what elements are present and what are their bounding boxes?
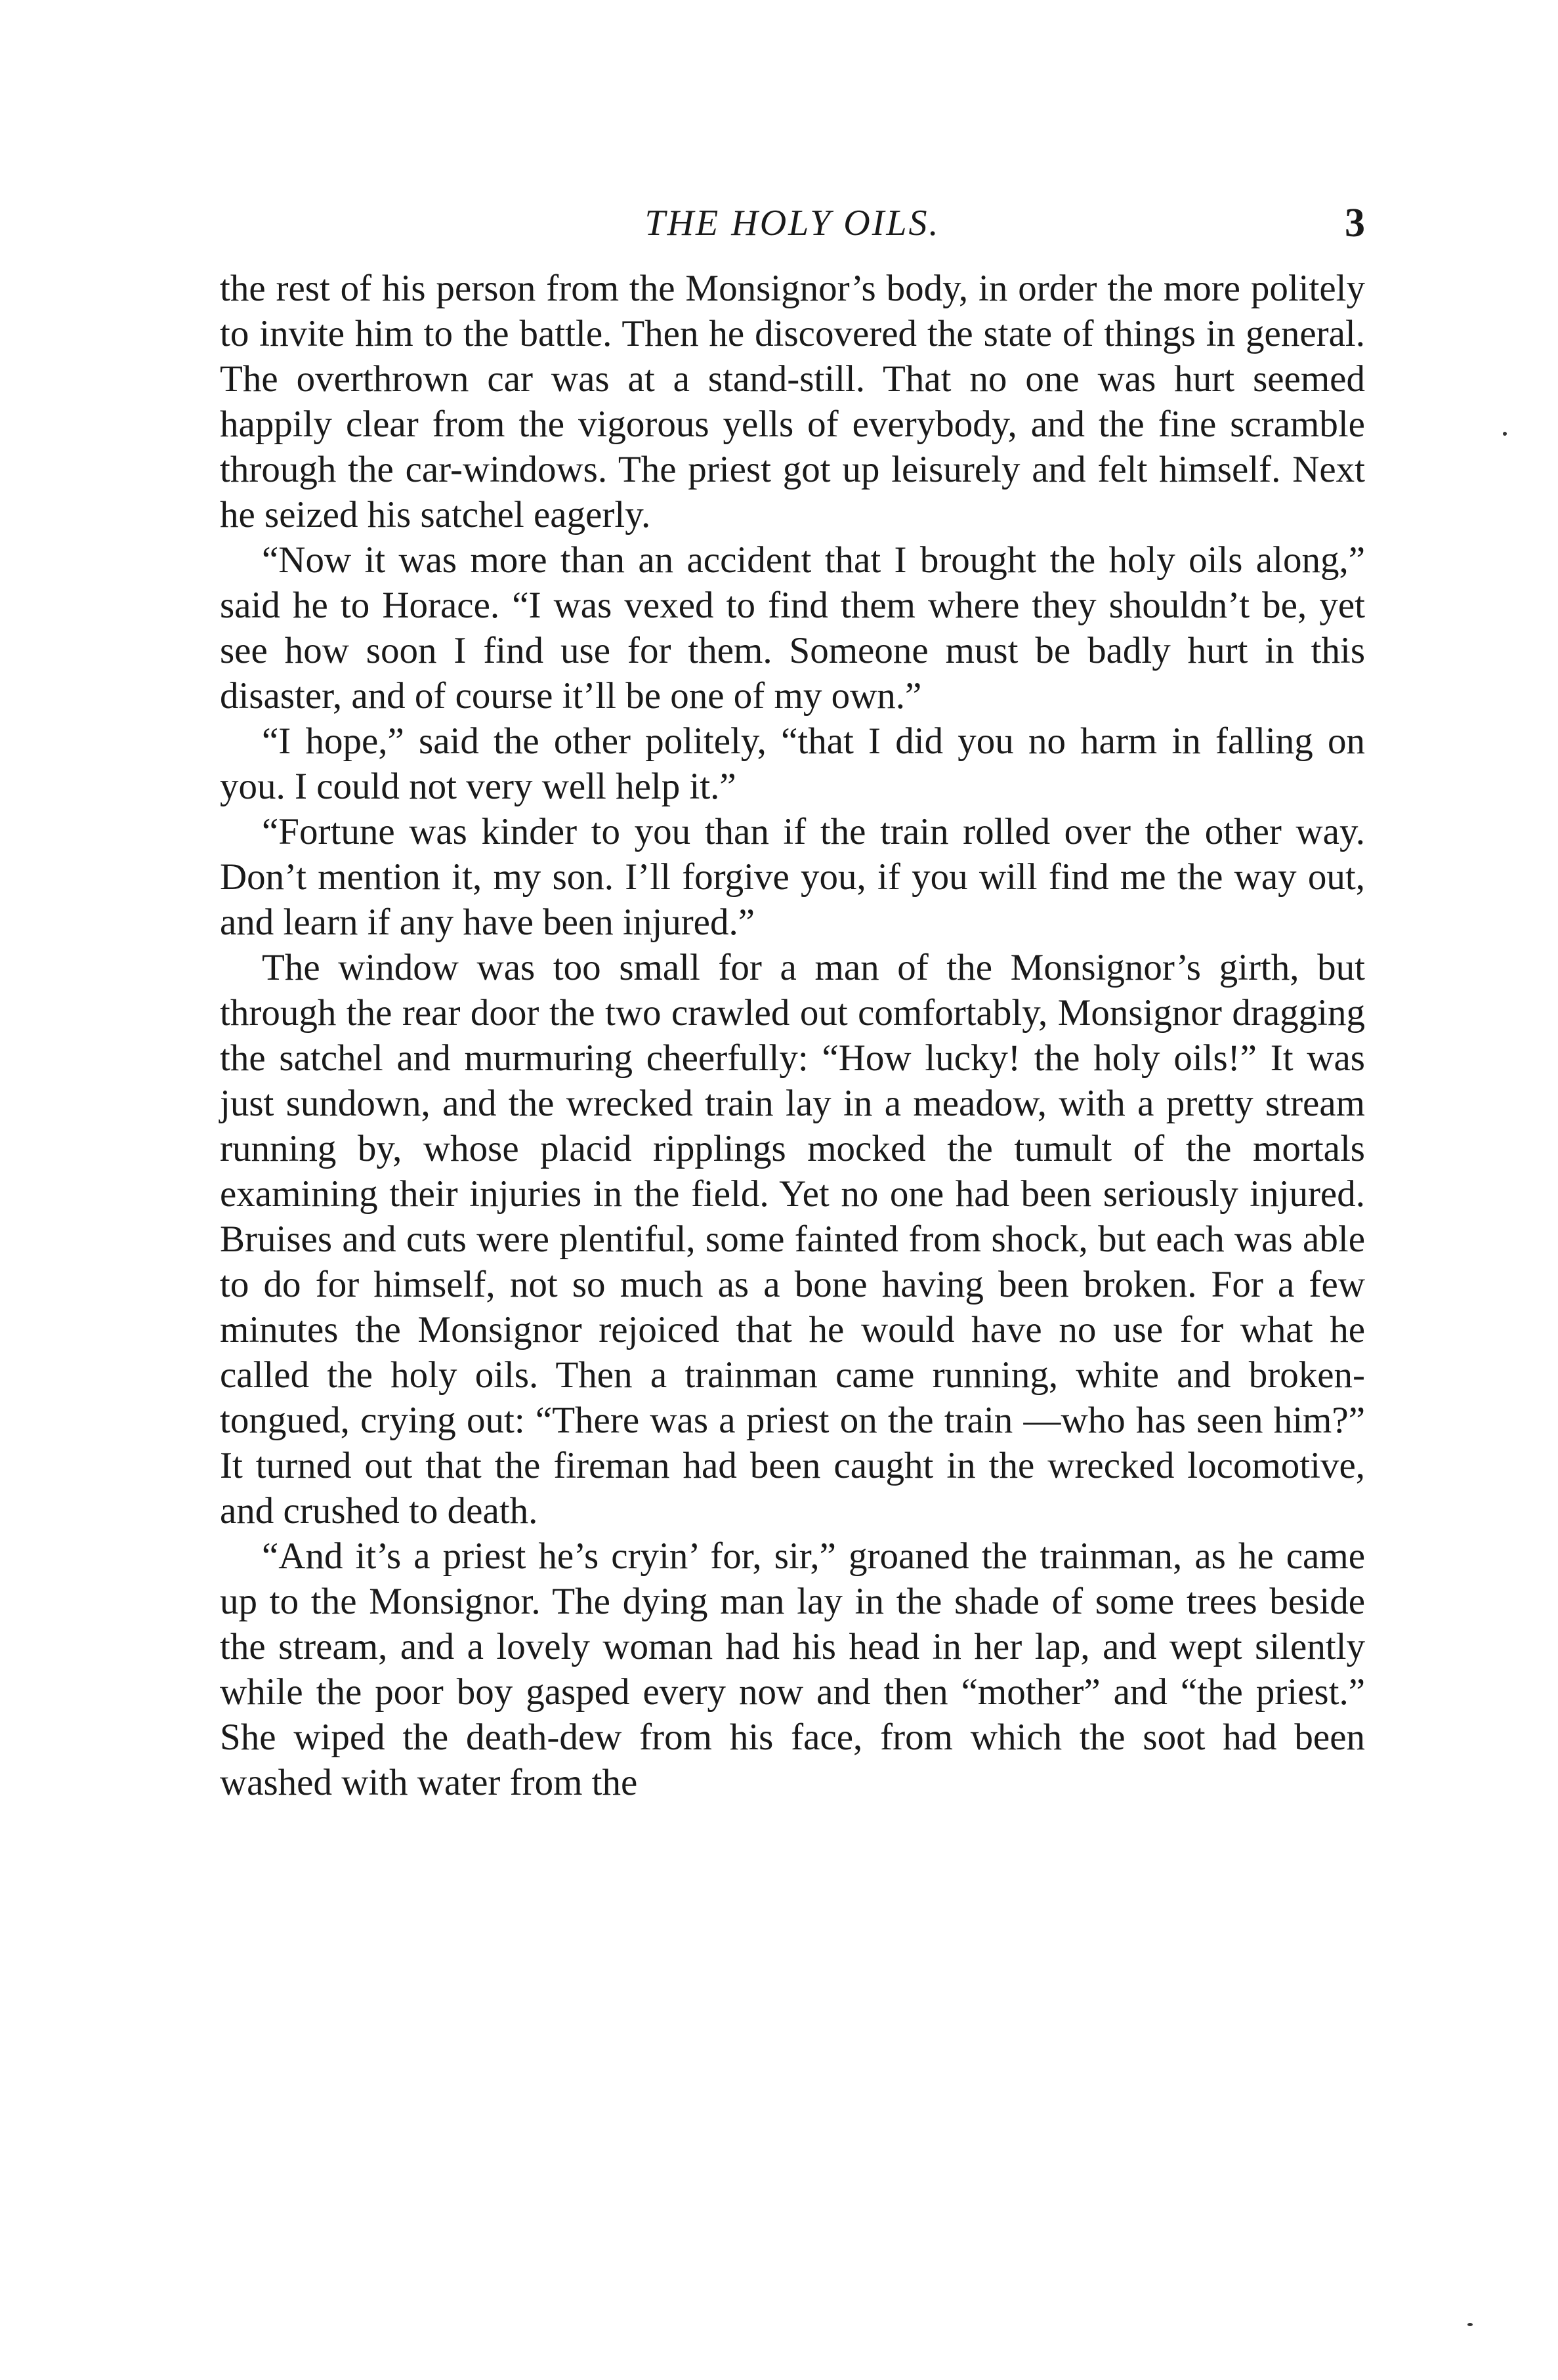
paragraph: “Now it was more than an accident that I brought the holy oils along,” said he to Horace. “I was vexed to find them where they shouldn’t be, yet see how soon I find use for them. Someone must be badly hurt in this disaster, and of course it’ll be one of my own.” [220, 539, 1365, 717]
ink-speck [1467, 2323, 1473, 2326]
running-head [220, 197, 1365, 249]
page-number: 3 [1345, 201, 1365, 245]
paragraph: “I hope,” said the other politely, “that I did you no harm in falling on you. I could not very well help it.” [220, 720, 1365, 807]
paragraph: The window was too small for a man of the Monsignor’s girth, but through the rear door the two crawled out comfortably, Monsignor dragging the satchel and murmuring cheerfully: “How lucky! the holy oils!” It was just sundown, and the wrecked train lay in a meadow, with a pretty stream running by, whose placid ripplings mocked the tumult of the mortals examining their injuries in the field. Yet no one had been seriously injured. Bruises and cuts were plentiful, some fainted from shock, but each was able to do for himself, not so much as a bone having been broken. For a few minutes the Monsignor rejoiced that he would have no use for what he called the holy oils. Then a trainman came running, white and broken-tongued, crying out: “There was a priest on the train —who has seen him?” It turned out that the fireman had been caught in the wrecked locomotive, and crushed to death. [220, 947, 1365, 1532]
running-title: THE HOLY OILS. [644, 203, 940, 243]
body-text [220, 266, 1365, 1805]
paragraph: “And it’s a priest he’s cryin’ for, sir,” groaned the trainman, as he came up to the Monsignor. The dying man lay in the shade of some trees beside the stream, and a lovely woman had his head in her lap, and wept silently while the poor boy gasped every now and then “mother” and “the priest.” She wiped the death-dew from his face, from which the soot had been washed with water from the [220, 1535, 1365, 1803]
ink-speck [1503, 432, 1507, 436]
paragraph: “Fortune was kinder to you than if the train rolled over the other way. Don’t mention it, my son. I’ll forgive you, if you will find me the way out, and learn if any have been injured.” [220, 811, 1365, 943]
paragraph: the rest of his person from the Monsignor’s body, in order the more politely to invite him to the battle. Then he discovered the state of things in general. The overthrown car was at a stand-still. That no one was hurt seemed happily clear from the vigorous yells of everybody, and the fine scramble through the car-windows. The priest got up leisurely and felt himself. Next he seized his satchel eagerly. [220, 268, 1365, 535]
